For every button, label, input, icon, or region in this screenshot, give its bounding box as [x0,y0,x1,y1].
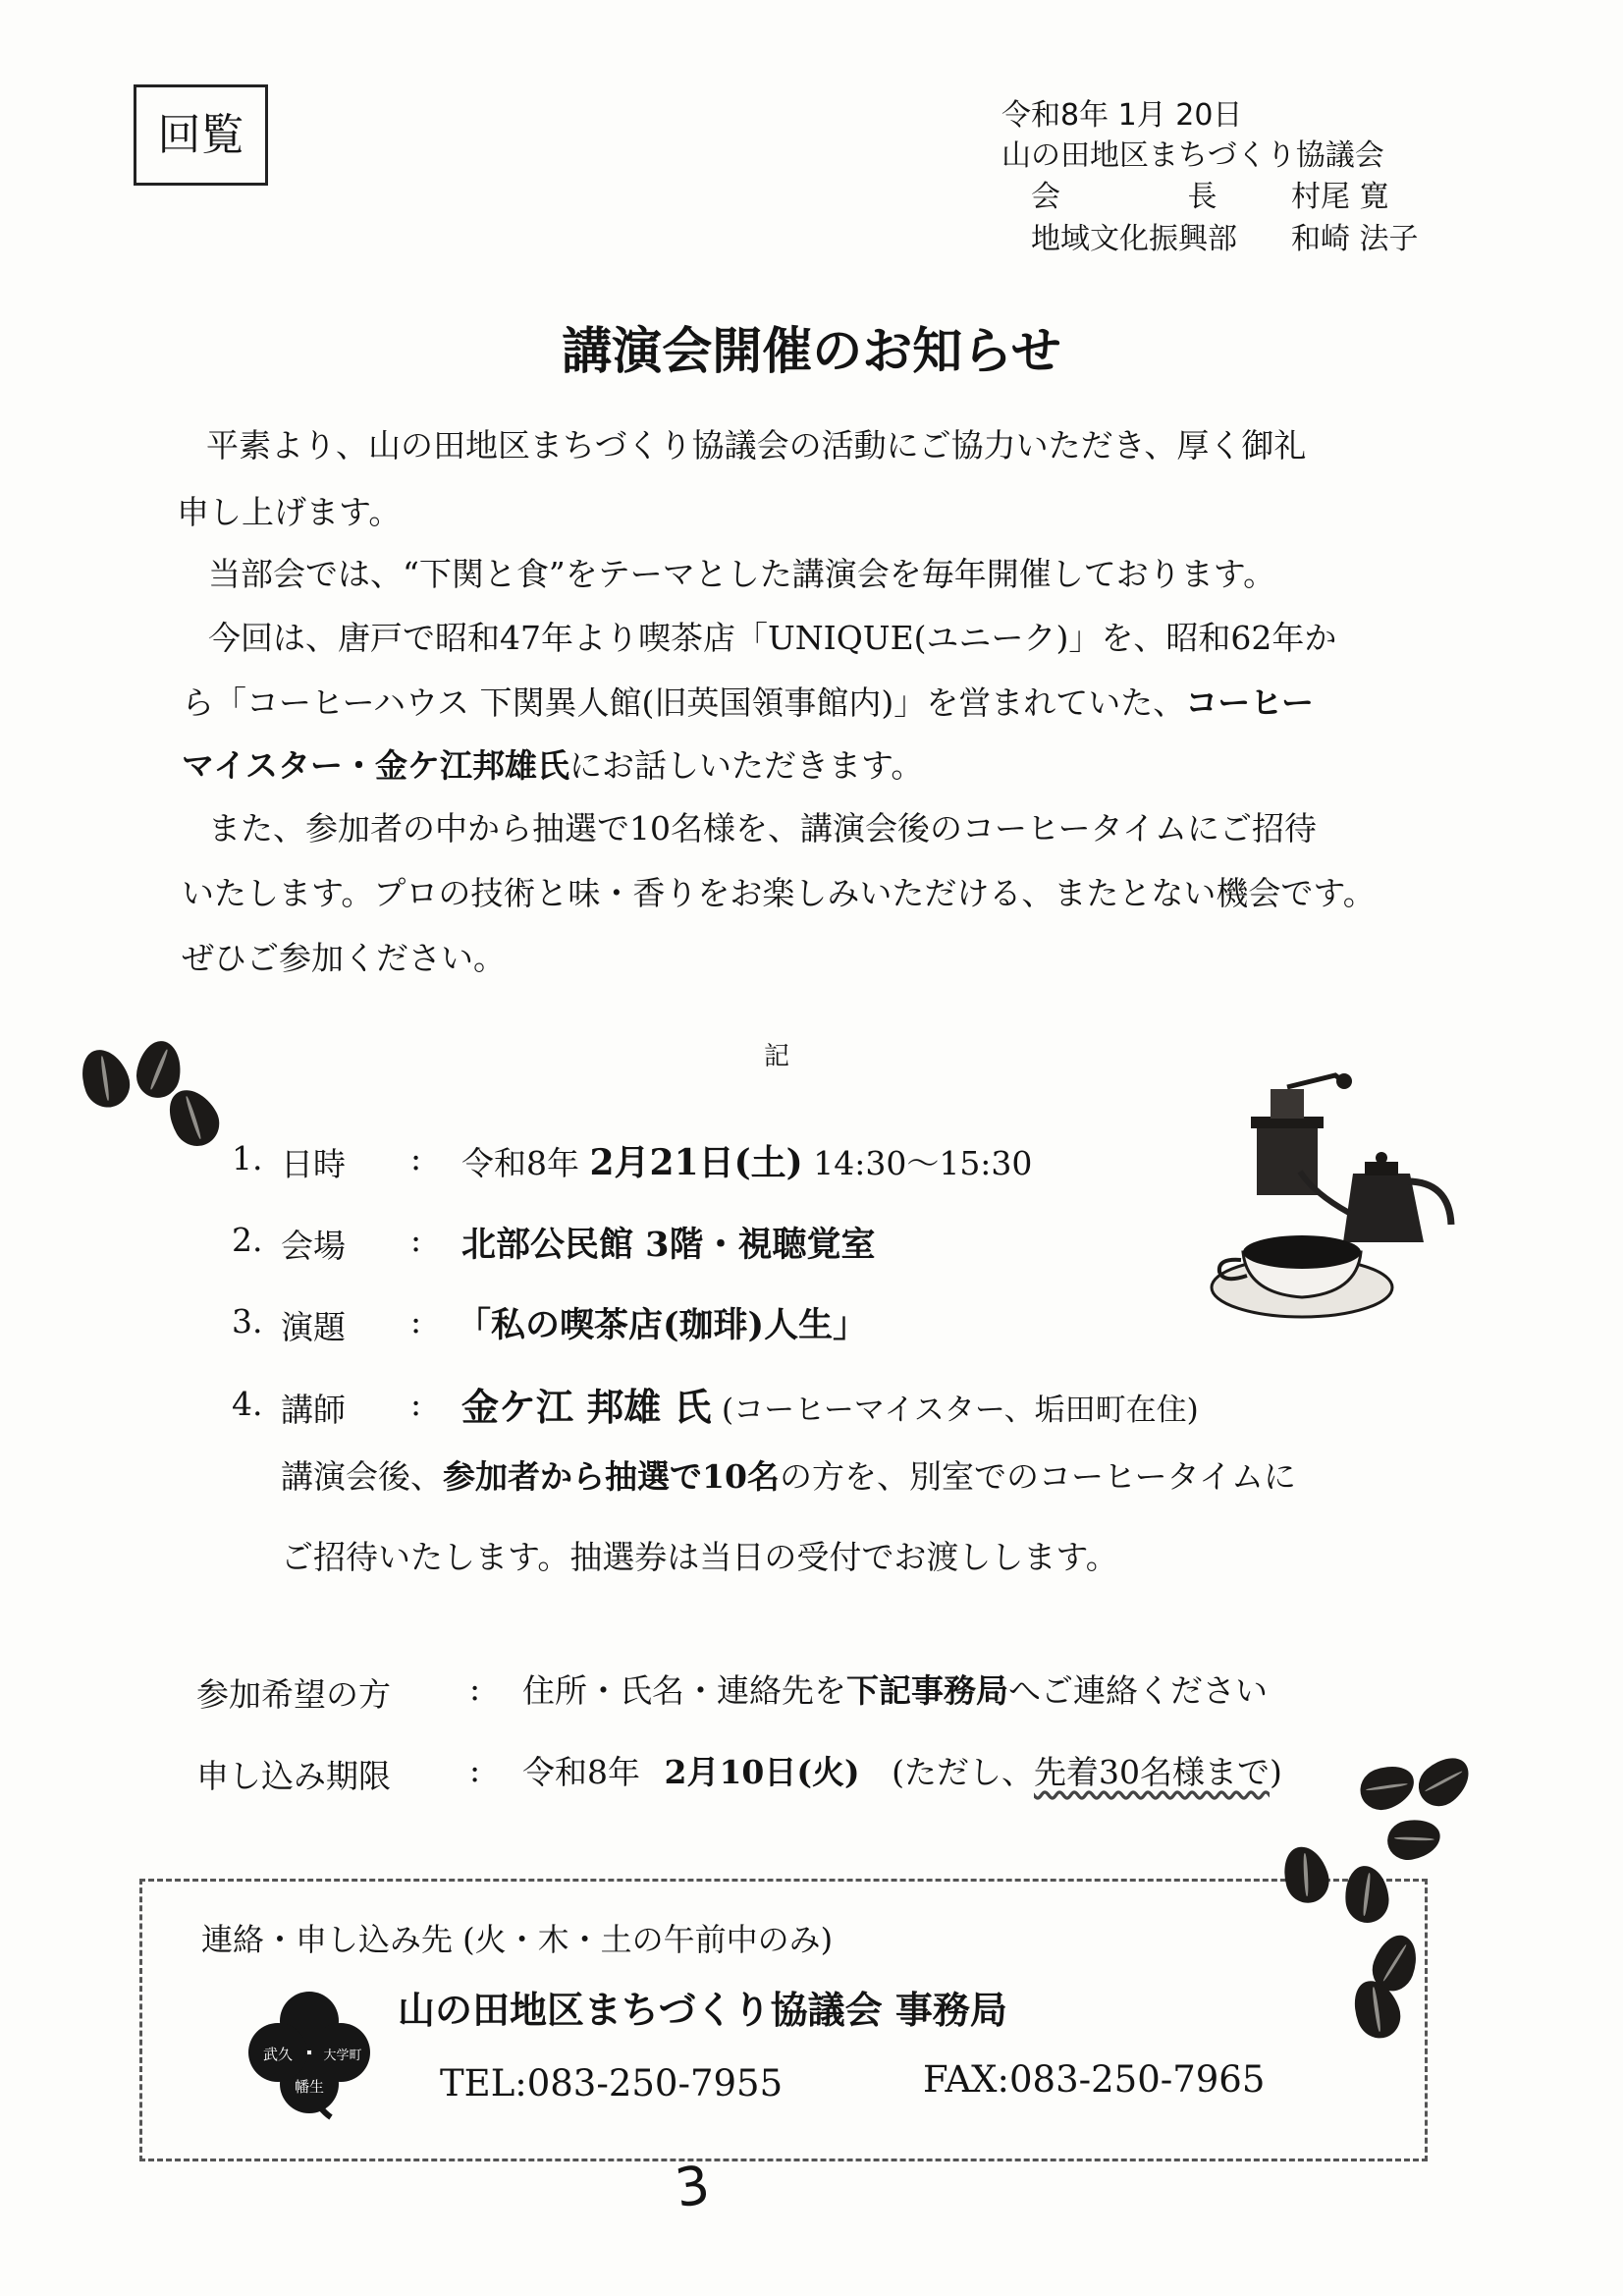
body-text: ら「コーヒーハウス 下関異人館(旧英国領事館内)」を営まれていた、 [182,683,1186,722]
issuer-role-2: 地域文化振興部 [1031,222,1237,256]
logo-text-hatabu: 幡生 [294,2078,325,2096]
coffee-bean-icon [74,1043,136,1114]
item-label-speaker: 講師 [281,1391,346,1429]
contact-heading: 連絡・申し込み先 (火・木・土の午前中のみ) [201,1921,834,1958]
notice-date: 令和8年 1月 20日 [1001,98,1243,133]
item-value-date [461,1135,1032,1185]
item-label-date: 日時 [281,1145,346,1183]
page-title: 講演会開催のお知らせ [562,323,1061,381]
item-value-text: 14:30〜15:30 [813,1144,1033,1182]
item-value-text: 令和8年 [461,1144,579,1182]
body-line: 平素より、山の田地区まちづくり協議会の活動にご協力いただき、厚く御礼 [206,426,1307,465]
issuer-org: 山の田地区まちづくり協議会 [1001,138,1384,173]
apply-text: 住所・氏名・連絡先を [522,1671,846,1710]
item-value-speaker [461,1377,1199,1431]
item-separator: : [410,1221,422,1259]
apply-text: へご連絡ください [1008,1671,1268,1710]
issuer-name-1: 村尾 寛 [1291,180,1389,214]
lottery-note-line [281,1451,1296,1498]
apply-text-bold: 下記事務局 [846,1671,1008,1710]
body-text: にお話しいただきます。 [569,746,924,785]
ki-mark: 記 [764,1042,790,1071]
page-number: 3 [671,2153,714,2220]
body-line [182,678,1314,724]
body-line: 申し上げます。 [177,493,402,531]
note-text: 講演会後、 [281,1457,443,1496]
first-come-note: 先着30名様まで [1034,1753,1270,1791]
item-separator: : [410,1302,422,1340]
lottery-note-line: ご招待いたします。抽選券は当日の受付でお渡しします。 [281,1538,1118,1576]
speaker-name: 金ケ江 邦雄 氏 [461,1385,712,1429]
circulation-stamp: 回覧 [134,84,268,186]
item-separator: : [410,1139,422,1177]
apply-label-participants: 参加希望の方 [196,1675,391,1714]
item-number: 1. [232,1139,263,1177]
item-value-venue: 北部公民館 3階・視聴覚室 [461,1225,876,1265]
office-name: 山の田地区まちづくり協議会 事務局 [398,1989,1007,2032]
body-line: いたします。プロの技術と味・香りをお楽しみいただける、またとない機会です。 [182,874,1376,912]
speaker-profile: (コーヒーマイスター、垢田町在住) [721,1393,1199,1428]
body-text-bold: コーヒー [1185,683,1314,722]
deadline-date: 2月10日(火) [664,1753,860,1791]
coffee-bean-icon [1410,1748,1479,1815]
apply-value-deadline [522,1747,1282,1793]
apply-text: ) [1270,1753,1282,1791]
issuer-name-2: 和崎 法子 [1291,222,1419,256]
body-line: 今回は、唐戸で昭和47年より喫茶店「UNIQUE(ユニーク)」を、昭和62年か [208,619,1337,657]
note-text-bold: 参加者から抽選で10名 [443,1457,780,1496]
item-number: 4. [232,1385,263,1423]
item-value-topic: 「私の喫茶店(珈琲)人生」 [457,1305,868,1345]
coffee-set-illustration-icon [1206,1066,1481,1350]
apply-text: (ただし、 [892,1753,1034,1791]
logo-text-takehisa: 武久 [262,2046,294,2063]
logo-text-daigakucho: 大学町 [323,2049,362,2063]
coffee-bean-icon [1355,1759,1421,1817]
issuer-role-1: 会 長 [1031,180,1276,214]
body-line [182,740,923,787]
item-number: 3. [232,1302,263,1340]
body-line: 当部会では、“下関と食”をテーマとした講演会を毎年開催しております。 [208,555,1276,593]
body-text-bold: マイスター・金ケ江邦雄氏 [182,746,570,785]
apply-value-participants [522,1666,1268,1712]
office-fax: FAX:083-250-7965 [923,2058,1266,2101]
office-tel: TEL:083-250-7955 [440,2062,784,2105]
item-label-venue: 会場 [281,1227,346,1265]
coffee-bean-icon [1384,1816,1443,1864]
item-separator: : [410,1385,422,1423]
apply-separator: : [469,1751,481,1789]
body-line: ぜひご参加ください。 [182,939,506,977]
body-line: また、参加者の中から抽選で10名様を、講演会後のコーヒータイムにご招待 [208,809,1318,847]
item-number: 2. [232,1221,263,1259]
apply-separator: : [469,1669,481,1708]
apply-label-deadline: 申し込み期限 [196,1757,391,1795]
apply-text: 令和8年 [522,1753,640,1791]
item-value-bold: 2月21日(土) [589,1142,803,1183]
clover-logo-icon [241,1984,378,2121]
item-label-topic: 演題 [281,1308,346,1346]
note-text: の方を、別室でのコーヒータイムに [779,1457,1296,1496]
